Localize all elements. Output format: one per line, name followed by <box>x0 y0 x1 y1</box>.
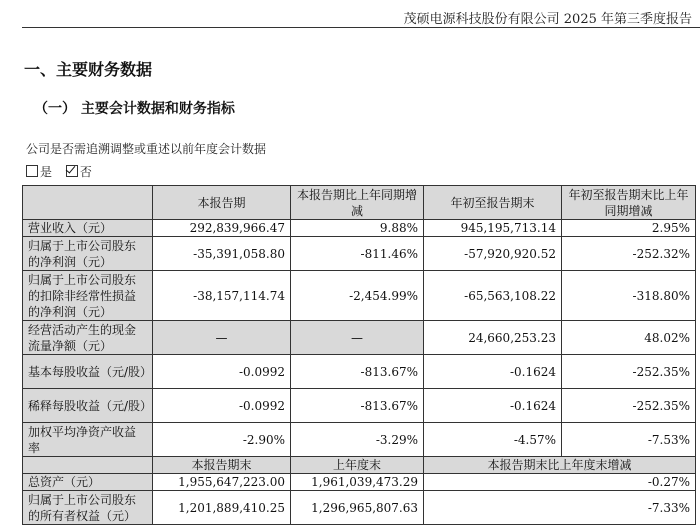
row-label: 基本每股收益（元/股） <box>23 355 153 389</box>
cell-value: 48.02% <box>562 321 696 355</box>
table-row <box>23 237 696 271</box>
cell-value: -4.57% <box>424 423 562 457</box>
row-label: 总资产（元） <box>23 474 153 491</box>
table-row <box>23 271 696 321</box>
cell-value: -7.53% <box>562 423 696 457</box>
header-cell <box>23 186 153 220</box>
cell-value: 2.95% <box>562 220 696 237</box>
cell-value: — <box>153 321 291 355</box>
table-row <box>23 491 696 525</box>
cell-value: -0.27% <box>424 474 696 491</box>
cell-value: 1,296,965,807.63 <box>291 491 424 525</box>
table-row <box>23 474 696 491</box>
option-no[interactable] <box>66 165 92 179</box>
row-label: 稀释每股收益（元/股） <box>23 389 153 423</box>
table-subheader-row <box>23 457 696 474</box>
header-divider <box>22 27 700 28</box>
row-label: 归属于上市公司股东的所有者权益（元） <box>23 491 153 525</box>
header-cell: 本报告期 <box>153 186 291 220</box>
cell-value: -0.0992 <box>153 389 291 423</box>
cell-value: -57,920,920.52 <box>424 237 562 271</box>
cell-value: -252.35% <box>562 389 696 423</box>
table-header-row <box>23 186 696 220</box>
row-label: 归属于上市公司股东的净利润（元） <box>23 237 153 271</box>
subsection-title: （一） 主要会计数据和财务指标 <box>34 101 235 117</box>
cell-value: -7.33% <box>424 491 696 525</box>
cell-value: -3.29% <box>291 423 424 457</box>
cell-value: 1,961,039,473.29 <box>291 474 424 491</box>
cell-value: 24,660,253.23 <box>424 321 562 355</box>
table-row <box>23 220 696 237</box>
cell-value: -252.32% <box>562 237 696 271</box>
cell-value: -813.67% <box>291 355 424 389</box>
cell-value: -2.90% <box>153 423 291 457</box>
cell-value: 1,201,889,410.25 <box>153 491 291 525</box>
option-no-label: 否 <box>79 165 92 179</box>
cell-value: -65,563,108.22 <box>424 271 562 321</box>
cell-value: 1,955,647,223.00 <box>153 474 291 491</box>
table-row <box>23 355 696 389</box>
option-yes[interactable] <box>26 165 56 179</box>
option-yes-label: 是 <box>40 165 53 179</box>
table-row <box>23 423 696 457</box>
cell-value: 292,839,966.47 <box>153 220 291 237</box>
checkbox-no-checked-icon[interactable] <box>66 165 78 177</box>
cell-value: 945,195,713.14 <box>424 220 562 237</box>
table-row <box>23 389 696 423</box>
header-cell <box>23 457 153 474</box>
row-label: 经营活动产生的现金流量净额（元） <box>23 321 153 355</box>
header-cell: 本报告期末比上年度末增减 <box>424 457 696 474</box>
checkbox-yes-icon[interactable] <box>26 165 38 177</box>
cell-value: -35,391,058.80 <box>153 237 291 271</box>
cell-value: — <box>291 321 424 355</box>
cell-value: -0.1624 <box>424 389 562 423</box>
header-cell: 本报告期比上年同期增减 <box>291 186 424 220</box>
cell-value: -318.80% <box>562 271 696 321</box>
cell-value: -811.46% <box>291 237 424 271</box>
restatement-options <box>26 163 102 180</box>
cell-value: 9.88% <box>291 220 424 237</box>
row-label: 归属于上市公司股东的扣除非经常性损益的净利润（元） <box>23 271 153 321</box>
cell-value: -813.67% <box>291 389 424 423</box>
financial-data-table <box>22 185 696 525</box>
report-header-title: 茂硕电源科技股份有限公司 2025 年第三季度报告 <box>403 12 692 27</box>
header-cell: 本报告期末 <box>153 457 291 474</box>
cell-value: -0.0992 <box>153 355 291 389</box>
cell-value: -2,454.99% <box>291 271 424 321</box>
restatement-question: 公司是否需追溯调整或重述以前年度会计数据 <box>26 142 267 156</box>
row-label: 营业收入（元） <box>23 220 153 237</box>
section-title: 一、主要财务数据 <box>24 60 153 79</box>
cell-value: -38,157,114.74 <box>153 271 291 321</box>
header-cell: 年初至报告期末 <box>424 186 562 220</box>
cell-value: -252.35% <box>562 355 696 389</box>
cell-value: -0.1624 <box>424 355 562 389</box>
header-cell: 上年度末 <box>291 457 424 474</box>
table-row <box>23 321 696 355</box>
header-cell: 年初至报告期末比上年同期增减 <box>562 186 696 220</box>
row-label: 加权平均净资产收益率 <box>23 423 153 457</box>
